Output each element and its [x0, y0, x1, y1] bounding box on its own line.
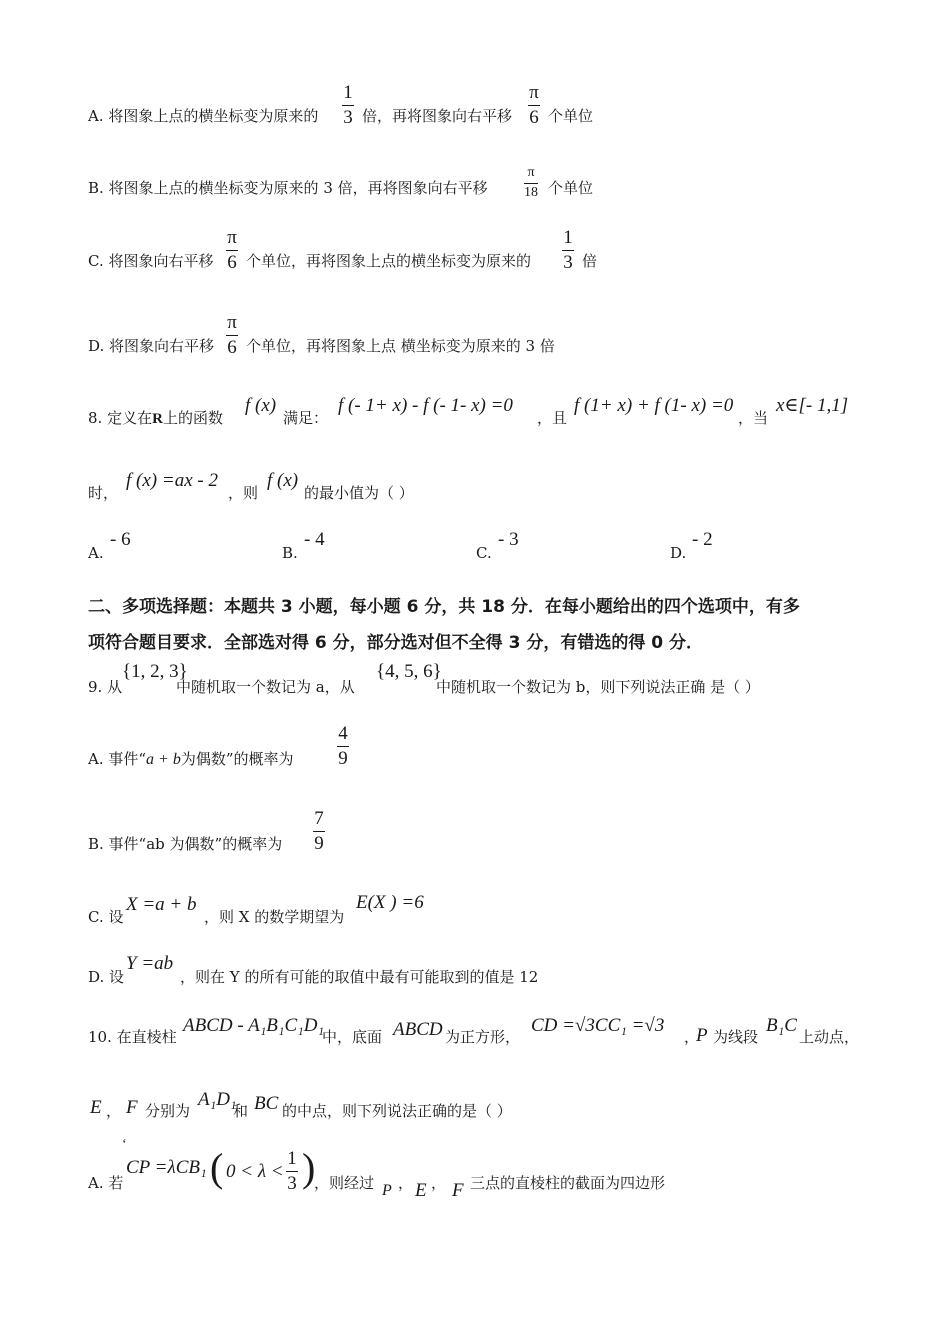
vector-arrow-icon: ‘: [122, 1137, 127, 1152]
q10-a-comma1: ，: [398, 1174, 414, 1192]
q10-text3: ，: [684, 1028, 700, 1046]
q8-text2: 满足：: [283, 409, 329, 427]
q8-option-b: B.: [282, 544, 298, 562]
q9-option-b: B. 事件“ab 为偶数”的概率为: [88, 835, 283, 853]
q7-a-text: A. 将图象上点的横坐标变为原来的: [88, 107, 319, 125]
q9-set1: {1, 2, 3}: [122, 661, 188, 682]
q9-c-math2: E(X ) =6: [356, 892, 424, 913]
q8-option-c-value: - 3: [498, 529, 519, 550]
q10-prefix: 10. 在直棱柱: [88, 1028, 177, 1046]
q9-prefix: 9. 从: [88, 678, 123, 696]
q7-b-tail: 个单位: [548, 179, 594, 197]
q7-a-fraction-1: 1 3: [343, 82, 353, 128]
q10-comma: ，: [106, 1102, 122, 1120]
left-paren-icon: (: [210, 1145, 224, 1190]
q7-a-mid: 倍，再将图象向右平移: [362, 107, 513, 125]
q10-text1: 中，底面: [322, 1028, 383, 1046]
q7-b-fraction: π 18: [524, 165, 538, 200]
q8-fx2: f (x): [267, 470, 299, 491]
q9-c-mid: ，则 X 的数学期望为: [204, 908, 345, 926]
q10-a-p: P: [382, 1182, 392, 1199]
q10-text4: 为线段: [713, 1028, 759, 1046]
q8-eq4: f (x) =ax - 2: [126, 470, 218, 491]
q10-a-f: F: [452, 1180, 464, 1201]
q7-c-fraction-1: π 6: [227, 227, 237, 273]
q10-a-fraction: 1 3: [287, 1148, 297, 1194]
q10-bc: BC: [254, 1093, 279, 1114]
q9-b-fraction: 7 9: [314, 808, 324, 854]
q8-eq2: f (1+ x) + f (1- x) =0: [574, 395, 734, 416]
q10-option-a: A. 若: [88, 1174, 124, 1192]
q7-option-d: D. 将图象向右平移: [88, 337, 215, 355]
q10-a-text: ，则经过: [314, 1174, 375, 1192]
q10-a-tail: 三点的直棱柱的截面为四边形: [470, 1174, 666, 1192]
q10-text5: 上动点，: [799, 1028, 860, 1046]
q8-text6: 的最小值为（ ）: [304, 484, 414, 502]
q8-line2-prefix: 时，: [88, 484, 119, 502]
q10-text2: 为正方形，: [445, 1028, 521, 1046]
right-paren-icon: ): [302, 1145, 316, 1190]
q8-prefix: 8. 定义在R上的函数: [88, 409, 223, 427]
q8-text3: ，且: [537, 409, 568, 427]
q7-a-tail: 个单位: [548, 107, 594, 125]
q9-option-a: A. 事件“a + b为偶数”的概率为: [88, 750, 294, 768]
q7-a-fraction-2: π 6: [529, 82, 539, 128]
q8-eq3: x∈[- 1,1]: [776, 395, 849, 416]
section2-heading-line2: 项符合题目要求．全部选对得 6 分，部分选对但不全得 3 分，有错选的得 0 分．: [88, 633, 703, 653]
q10-a-eq: CP =λCB₁: [126, 1157, 207, 1178]
q7-option-c: C. 将图象向右平移: [88, 252, 214, 270]
q8-option-c: C.: [476, 544, 492, 562]
q9-a-fraction: 4 9: [338, 723, 348, 769]
q10-and: 和: [233, 1102, 249, 1120]
q9-option-d: D. 设: [88, 968, 125, 986]
q8-eq1: f (- 1+ x) - f (- 1- x) =0: [338, 395, 513, 416]
q10-text7: 的中点，则下列说法正确的是（ ）: [282, 1102, 512, 1120]
q10-p: P: [696, 1025, 708, 1046]
q7-option-a: [88, 109, 318, 124]
q10-seg: B₁C: [766, 1015, 797, 1036]
q10-text6: 分别为: [145, 1102, 191, 1120]
q8-option-d-value: - 2: [692, 529, 713, 550]
q8-option-d: D.: [670, 544, 687, 562]
q9-option-c: C. 设: [88, 908, 124, 926]
q10-a-comma2: ，: [431, 1174, 447, 1192]
q10-a-cond: 0 < λ <: [226, 1161, 284, 1182]
q8-fx: f (x): [245, 395, 277, 416]
q9-d-math: Y =ab: [126, 953, 174, 974]
q10-base: ABCD: [393, 1019, 443, 1040]
q10-a-e: E: [415, 1180, 427, 1201]
q10-f: F: [126, 1097, 138, 1118]
q8-text5: ，则: [228, 484, 259, 502]
q10-eq: CD =√3CC₁ =√3: [531, 1015, 665, 1036]
real-set-symbol: R: [152, 411, 163, 427]
q8-option-a: A.: [88, 544, 104, 562]
q8-text4: ，当: [738, 409, 769, 427]
q10-e: E: [90, 1097, 102, 1118]
q9-set2: {4, 5, 6}: [376, 661, 442, 682]
q9-text2: 中随机取一个数记为 b，则下列说法正确 是（ ）: [436, 678, 760, 696]
q7-c-tail: 倍: [582, 252, 598, 270]
q10-a1d1: A₁D₁: [198, 1089, 237, 1110]
q9-c-math: X =a + b: [126, 894, 197, 915]
q7-d-tail: 个单位，再将图象上点 横坐标变为原来的 3 倍: [246, 337, 555, 355]
q9-d-post: ，则在 Y 的所有可能的取值中最有可能取到的值是 12: [180, 968, 539, 986]
q7-option-b: B. 将图象上点的横坐标变为原来的 3 倍，再将图象向右平移: [88, 179, 488, 197]
q7-c-fraction-2: 1 3: [563, 227, 573, 273]
section2-heading-line1: 二、多项选择题：本题共 3 小题，每小题 6 分，共 18 分．在每小题给出的四个选项中，有多: [88, 597, 800, 617]
q8-option-b-value: - 4: [304, 529, 325, 550]
q7-c-mid: 个单位，再将图象上点的横坐标变为原来的: [246, 252, 532, 270]
q8-option-a-value: - 6: [110, 529, 131, 550]
q10-prism: ABCD - A₁B₁C₁D₁: [183, 1015, 325, 1036]
q7-d-fraction: π 6: [227, 312, 237, 358]
q9-text1: 中随机取一个数记为 a，从: [176, 678, 355, 696]
